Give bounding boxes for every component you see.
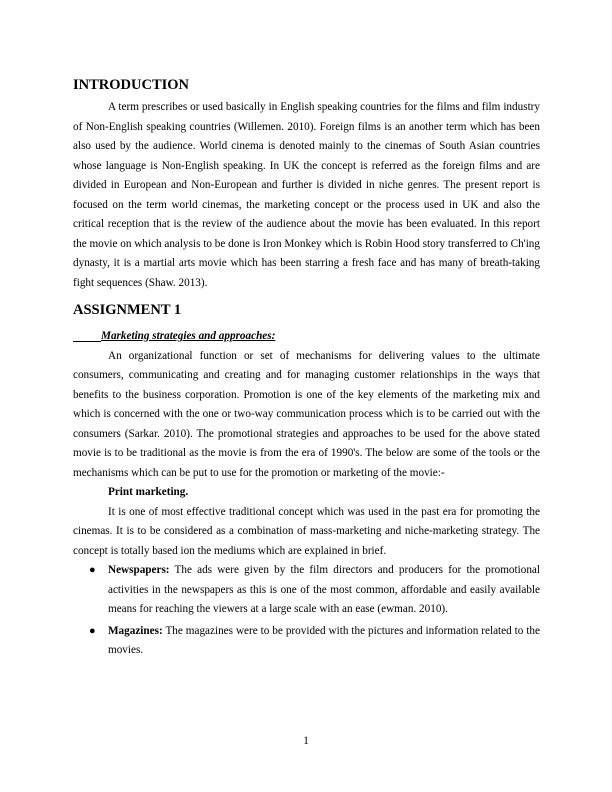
- print-marketing-paragraph: It is one of most effective traditional concept which was used in the past era for promoting the cinemas. It is to be considered as a combination of mass-marketing and niche-marketing strategy. The concept is totally based ion the mediums which are explained in brief.: [73, 505, 540, 557]
- list-item: [73, 622, 540, 661]
- list-item: [73, 561, 540, 620]
- introduction-paragraph: A term prescribes or used basically in English speaking countries for the films and film industry of Non-English speaking countries (Willemen. 2010). Foreign films is an another term which has been also used by the audience. World cinema is denoted mainly to the cinemas of South Asian countries whose language is Non-English speaking. In UK the concept is referred as the foreign films and are divided in European and Non-European and further is divided in niche genres. The present report is focused on the term world cinemas, the marketing concept or the process used in UK and also the critical reception that is the review of the audience about the movie has been evaluated. In this report the movie on which analysis to be done is Iron Monkey which is Robin Hood story transferred to Ch'ing dynasty, it is a martial arts movie which has been starring a fresh face and has many of breath-taking fight sequences (Shaw. 2013).: [73, 101, 540, 289]
- bullet-text: The magazines were to be provided with the pictures and information related to the movies.: [108, 624, 540, 656]
- marketing-subheading-text: Marketing strategies and approaches:: [101, 330, 276, 342]
- bullet-icon: ●: [89, 624, 96, 637]
- media-bullet-list: [73, 561, 540, 661]
- bullet-text: The ads were given by the film directors and producers for the promotional activities in the newspapers as this is one of the most common, affordable and easily available means for reaching the viewers at a large scale with an ease (ewman. 2010).: [108, 564, 540, 615]
- assignment-heading: ASSIGNMENT 1: [73, 302, 182, 318]
- introduction-heading: INTRODUCTION: [73, 77, 190, 93]
- bullet-label: Magazines:: [108, 624, 163, 637]
- print-marketing-heading: Print marketing.: [108, 486, 189, 498]
- marketing-subheading: [73, 327, 540, 347]
- page-content: [73, 76, 540, 663]
- page-number: 1: [303, 735, 309, 747]
- marketing-paragraph: An organizational function or set of mechanisms for delivering values to the ultimate consumers, communicating and creating and for managing customer relationships in the ways that benefits to the business corporation. Promotion is one of the key elements of the marketing mix and which is concerned with the one or two-way communication process which is to be carried out with the consumers (Sarkar. 2010). The promotional strategies and approaches to be used for the above stated movie is to be traditional as the movie is from the era of 1990's. The below are some of the tools or the mechanisms which can be put to use for the promotion or marketing of the movie:-: [73, 349, 540, 479]
- subheading-leader-line: [73, 341, 101, 342]
- bullet-label: Newspapers:: [108, 564, 170, 576]
- bullet-icon: ●: [89, 564, 96, 576]
